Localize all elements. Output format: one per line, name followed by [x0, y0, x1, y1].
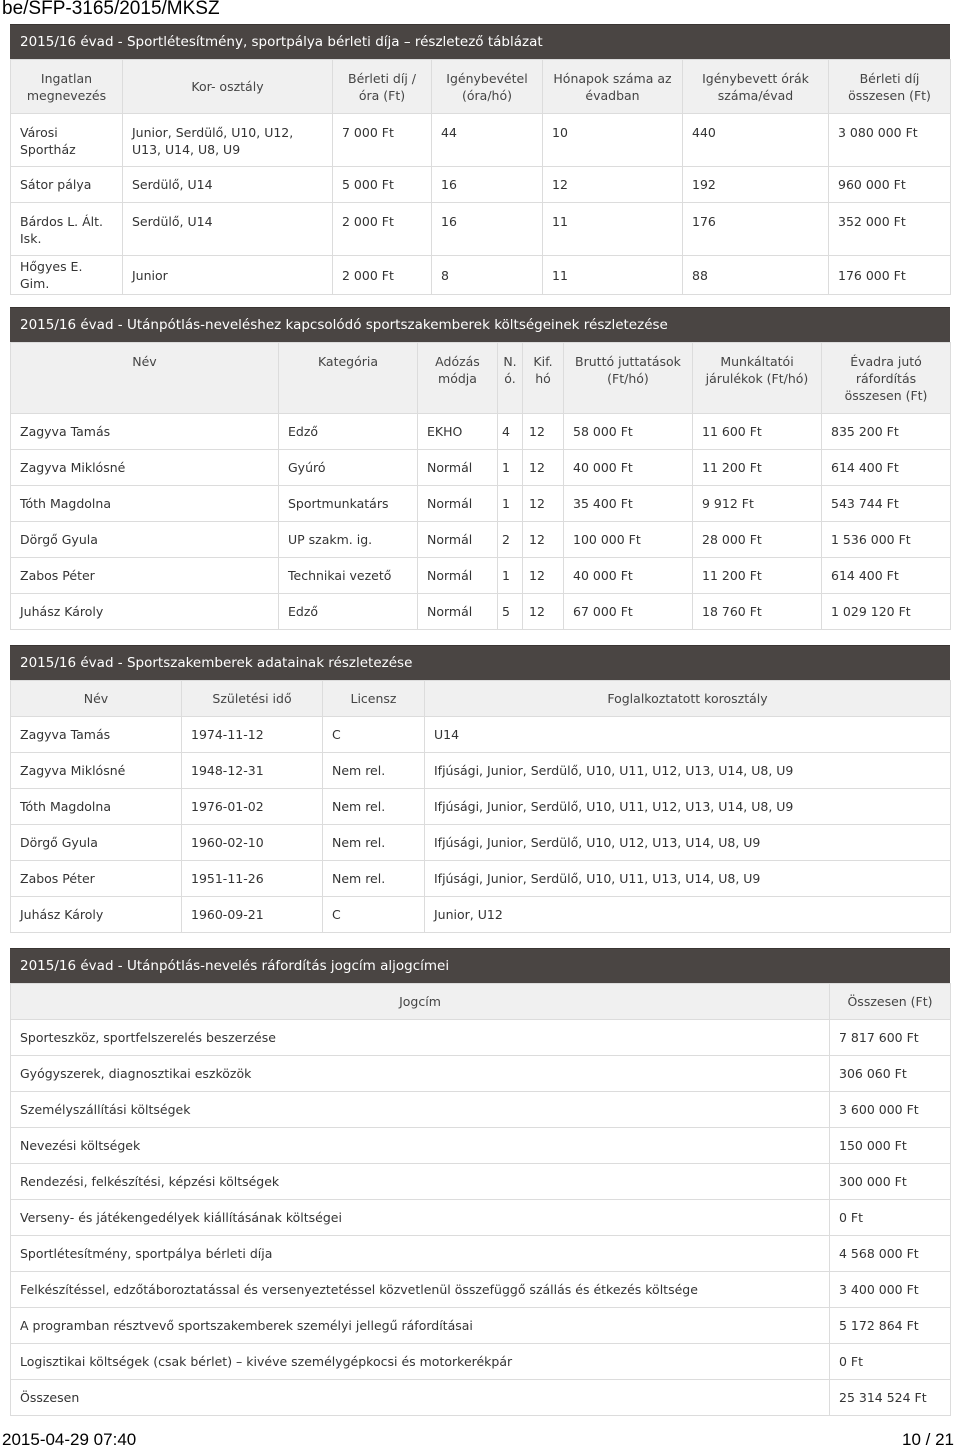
table-cell: 5 000 Ft	[333, 167, 432, 203]
table-cell: 1960-09-21	[182, 897, 323, 933]
table-cell: Hőgyes E. Gim.	[11, 256, 123, 295]
table-row	[11, 1092, 951, 1128]
table-cell: 1960-02-10	[182, 825, 323, 861]
column-header: Foglalkoztatott korosztály	[425, 681, 951, 717]
column-header: Igénybevett órák száma/évad	[683, 60, 829, 114]
table-row	[11, 1272, 951, 1308]
table-header-row	[11, 984, 951, 1020]
table-cell: Ifjúsági, Junior, Serdülő, U10, U11, U13, U14, U8, U9	[425, 861, 951, 897]
table-cell: Junior	[123, 256, 333, 295]
table-cell: 9 912 Ft	[693, 486, 822, 522]
column-header: Kor- osztály	[123, 60, 333, 114]
table-cell: Összesen	[11, 1380, 830, 1416]
table-cell: 28 000 Ft	[693, 522, 822, 558]
table-cell: Ifjúsági, Junior, Serdülő, U10, U11, U12, U13, U14, U8, U9	[425, 753, 951, 789]
table-cell: 3 600 000 Ft	[830, 1092, 951, 1128]
table-cell: 40 000 Ft	[564, 558, 693, 594]
table-cell: 11 200 Ft	[693, 558, 822, 594]
table-cell: 1	[498, 486, 523, 522]
table-cell: 1948-12-31	[182, 753, 323, 789]
table-row	[11, 1308, 951, 1344]
table-row	[11, 897, 951, 933]
table-cell: Normál	[418, 558, 498, 594]
table-total-row	[11, 1380, 951, 1416]
table-cell: 12	[523, 558, 564, 594]
column-header: Bérleti díj / óra (Ft)	[333, 60, 432, 114]
table-cell: Bárdos L. Ált. Isk.	[11, 203, 123, 256]
table-cell: 16	[432, 203, 543, 256]
table-row	[11, 1128, 951, 1164]
table-cell: Zagyva Miklósné	[11, 450, 279, 486]
table-header-row	[11, 343, 951, 414]
table-cell: Dörgő Gyula	[11, 522, 279, 558]
column-header: Hónapok száma az évadban	[543, 60, 683, 114]
table-cell: Serdülő, U14	[123, 167, 333, 203]
table-cell: Sportmunkatárs	[279, 486, 418, 522]
table-cell: Nevezési költségek	[11, 1128, 830, 1164]
rental-fee-section	[10, 24, 950, 295]
table-cell: Juhász Károly	[11, 594, 279, 630]
table-cell: 3 400 000 Ft	[830, 1272, 951, 1308]
table-row	[11, 558, 951, 594]
table-cell: Ifjúsági, Junior, Serdülő, U10, U11, U12, U13, U14, U8, U9	[425, 789, 951, 825]
table-cell: Rendezési, felkészítési, képzési költségek	[11, 1164, 830, 1200]
table-cell: Gyógyszerek, diagnosztikai eszközök	[11, 1056, 830, 1092]
section-title: 2015/16 évad - Utánpótlás-neveléshez kapcsolódó sportszakemberek költségeinek részletezése	[10, 307, 950, 342]
table-cell: 0 Ft	[830, 1200, 951, 1236]
expense-categories-section	[10, 948, 950, 1416]
table-header-row	[11, 681, 951, 717]
table-row	[11, 1020, 951, 1056]
staff-details-section	[10, 645, 950, 933]
table-cell: Dörgő Gyula	[11, 825, 182, 861]
table-cell: 960 000 Ft	[829, 167, 951, 203]
table-row	[11, 1236, 951, 1272]
table-row	[11, 717, 951, 753]
table-cell: 16	[432, 167, 543, 203]
table-cell: 614 400 Ft	[822, 558, 951, 594]
column-header: Licensz	[323, 681, 425, 717]
staff-costs-table	[10, 342, 951, 630]
table-row	[11, 522, 951, 558]
table-cell: Zabos Péter	[11, 558, 279, 594]
table-cell: 1 536 000 Ft	[822, 522, 951, 558]
table-row	[11, 753, 951, 789]
column-header: Név	[11, 343, 279, 414]
table-cell: 12	[543, 167, 683, 203]
table-cell: 10	[543, 114, 683, 167]
table-row	[11, 167, 951, 203]
table-cell: 1 029 120 Ft	[822, 594, 951, 630]
table-cell: Zabos Péter	[11, 861, 182, 897]
table-cell: 58 000 Ft	[564, 414, 693, 450]
staff-details-table	[10, 680, 951, 933]
table-cell: 1951-11-26	[182, 861, 323, 897]
table-cell: 176 000 Ft	[829, 256, 951, 295]
table-cell: Normál	[418, 486, 498, 522]
table-row	[11, 1200, 951, 1236]
table-cell: C	[323, 717, 425, 753]
table-cell: Junior, U12	[425, 897, 951, 933]
table-cell: 11 200 Ft	[693, 450, 822, 486]
table-row	[11, 486, 951, 522]
table-cell: 543 744 Ft	[822, 486, 951, 522]
table-cell: 5 172 864 Ft	[830, 1308, 951, 1344]
table-cell: 0 Ft	[830, 1344, 951, 1380]
table-cell: Gyúró	[279, 450, 418, 486]
table-cell: 18 760 Ft	[693, 594, 822, 630]
table-row	[11, 1164, 951, 1200]
table-cell: 12	[523, 486, 564, 522]
table-cell: Nem rel.	[323, 753, 425, 789]
table-cell: Tóth Magdolna	[11, 789, 182, 825]
table-cell: U14	[425, 717, 951, 753]
table-header-row	[11, 60, 951, 114]
table-cell: Tóth Magdolna	[11, 486, 279, 522]
table-cell: 176	[683, 203, 829, 256]
column-header: Jogcím	[11, 984, 830, 1020]
table-cell: 192	[683, 167, 829, 203]
table-cell: Edző	[279, 594, 418, 630]
table-cell: 614 400 Ft	[822, 450, 951, 486]
table-cell: 35 400 Ft	[564, 486, 693, 522]
column-header: Bruttó juttatások (Ft/hó)	[564, 343, 693, 414]
column-header: Összesen (Ft)	[830, 984, 951, 1020]
table-row	[11, 825, 951, 861]
table-cell: 12	[523, 450, 564, 486]
column-header: Munkáltatói járulékok (Ft/hó)	[693, 343, 822, 414]
table-cell: Ifjúsági, Junior, Serdülő, U10, U12, U13, U14, U8, U9	[425, 825, 951, 861]
table-cell: Nem rel.	[323, 825, 425, 861]
table-cell: 150 000 Ft	[830, 1128, 951, 1164]
column-header: Név	[11, 681, 182, 717]
table-cell: 306 060 Ft	[830, 1056, 951, 1092]
table-cell: 7 000 Ft	[333, 114, 432, 167]
table-cell: 12	[523, 414, 564, 450]
column-header: Évadra jutó ráfordítás összesen (Ft)	[822, 343, 951, 414]
table-cell: 7 817 600 Ft	[830, 1020, 951, 1056]
table-cell: 11 600 Ft	[693, 414, 822, 450]
table-cell: Serdülő, U14	[123, 203, 333, 256]
column-header: Kif. hó	[523, 343, 564, 414]
table-cell: Nem rel.	[323, 861, 425, 897]
table-cell: 1976-01-02	[182, 789, 323, 825]
table-cell: Junior, Serdülő, U10, U12, U13, U14, U8, U9	[123, 114, 333, 167]
expense-categories-table	[10, 983, 951, 1416]
table-cell: 8	[432, 256, 543, 295]
table-cell: Sátor pálya	[11, 167, 123, 203]
table-row	[11, 1344, 951, 1380]
table-cell: Városi Sportház	[11, 114, 123, 167]
table-cell: 25 314 524 Ft	[830, 1380, 951, 1416]
column-header: Kategória	[279, 343, 418, 414]
section-title: 2015/16 évad - Sportlétesítmény, sportpálya bérleti díja – részletező táblázat	[10, 24, 950, 59]
table-cell: Logisztikai költségek (csak bérlet) – kivéve személygépkocsi és motorkerékpár	[11, 1344, 830, 1380]
table-cell: 40 000 Ft	[564, 450, 693, 486]
table-row	[11, 450, 951, 486]
section-title: 2015/16 évad - Sportszakemberek adatainak részletezése	[10, 645, 950, 680]
column-header: Ingatlan megnevezés	[11, 60, 123, 114]
table-row	[11, 594, 951, 630]
table-row	[11, 414, 951, 450]
table-cell: Zagyva Miklósné	[11, 753, 182, 789]
table-cell: EKHO	[418, 414, 498, 450]
table-cell: 2 000 Ft	[333, 256, 432, 295]
table-cell: Edző	[279, 414, 418, 450]
table-cell: 5	[498, 594, 523, 630]
table-cell: 2 000 Ft	[333, 203, 432, 256]
table-cell: Technikai vezető	[279, 558, 418, 594]
table-cell: 835 200 Ft	[822, 414, 951, 450]
staff-costs-section	[10, 307, 950, 630]
table-cell: Verseny- és játékengedélyek kiállításának költségei	[11, 1200, 830, 1236]
table-cell: 2	[498, 522, 523, 558]
table-cell: Személyszállítási költségek	[11, 1092, 830, 1128]
table-row	[11, 1056, 951, 1092]
table-cell: Felkészítéssel, edzőtáboroztatással és versenyeztetéssel közvetlenül összefüggő szállás és étkezés költsége	[11, 1272, 830, 1308]
table-cell: 3 080 000 Ft	[829, 114, 951, 167]
table-cell: 100 000 Ft	[564, 522, 693, 558]
column-header: N. ó.	[498, 343, 523, 414]
table-cell: 1	[498, 558, 523, 594]
table-cell: Zagyva Tamás	[11, 414, 279, 450]
table-cell: Normál	[418, 450, 498, 486]
section-title: 2015/16 évad - Utánpótlás-nevelés ráfordítás jogcím aljogcímei	[10, 948, 950, 983]
table-cell: 352 000 Ft	[829, 203, 951, 256]
column-header: Bérleti díj összesen (Ft)	[829, 60, 951, 114]
table-row	[11, 203, 951, 256]
table-row	[11, 256, 951, 295]
table-cell: 1	[498, 450, 523, 486]
table-cell: 1974-11-12	[182, 717, 323, 753]
table-cell: Zagyva Tamás	[11, 717, 182, 753]
table-cell: 4	[498, 414, 523, 450]
table-cell: A programban résztvevő sportszakemberek személyi jellegű ráfordításai	[11, 1308, 830, 1344]
document-id: be/SFP-3165/2015/MKSZ	[2, 0, 220, 19]
table-cell: 12	[523, 522, 564, 558]
rental-fee-table	[10, 59, 951, 295]
table-cell: C	[323, 897, 425, 933]
table-cell: UP szakm. ig.	[279, 522, 418, 558]
footer-datetime: 2015-04-29 07:40	[2, 1430, 137, 1449]
column-header: Adózás módja	[418, 343, 498, 414]
table-row	[11, 789, 951, 825]
column-header: Igénybevétel (óra/hó)	[432, 60, 543, 114]
table-cell: 44	[432, 114, 543, 167]
table-cell: Sporteszköz, sportfelszerelés beszerzése	[11, 1020, 830, 1056]
page-number: 10 / 21	[902, 1430, 954, 1449]
table-cell: Normál	[418, 594, 498, 630]
table-cell: 12	[523, 594, 564, 630]
table-cell: 11	[543, 203, 683, 256]
table-cell: 11	[543, 256, 683, 295]
table-cell: Nem rel.	[323, 789, 425, 825]
table-cell: Juhász Károly	[11, 897, 182, 933]
column-header: Születési idő	[182, 681, 323, 717]
table-cell: 88	[683, 256, 829, 295]
table-cell: Normál	[418, 522, 498, 558]
table-row	[11, 114, 951, 167]
table-row	[11, 861, 951, 897]
table-cell: 300 000 Ft	[830, 1164, 951, 1200]
table-cell: Sportlétesítmény, sportpálya bérleti díja	[11, 1236, 830, 1272]
table-cell: 440	[683, 114, 829, 167]
table-cell: 4 568 000 Ft	[830, 1236, 951, 1272]
table-cell: 67 000 Ft	[564, 594, 693, 630]
